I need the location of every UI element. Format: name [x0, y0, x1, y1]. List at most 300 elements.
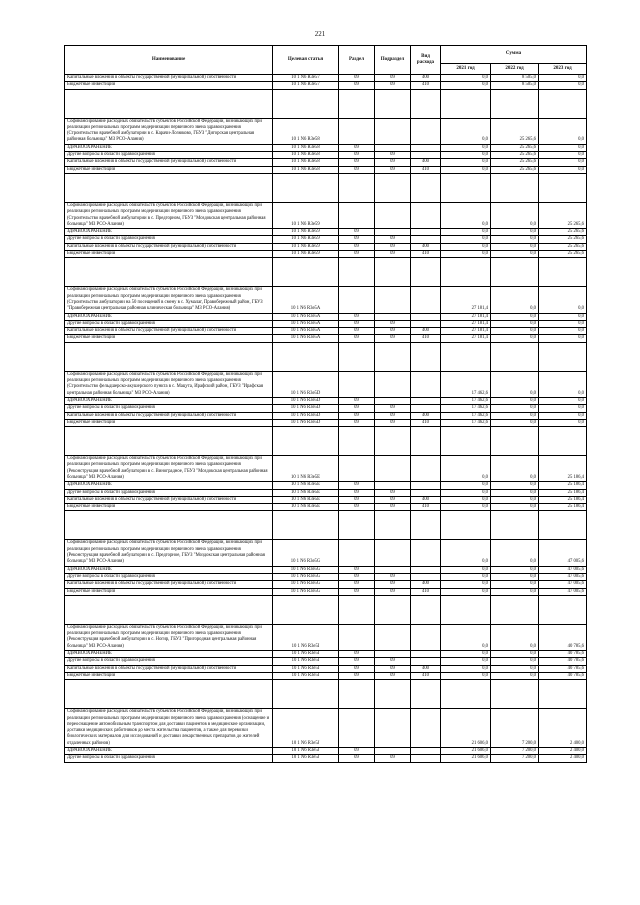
spacer-cell [441, 595, 491, 624]
spacer-cell [441, 680, 491, 709]
cell-sum-2022: 0,0 [491, 504, 539, 511]
cell-expense-type: 410 [411, 419, 441, 426]
cell-sum-2022: 25 265,6 [491, 159, 539, 166]
cell-section: 09 [339, 581, 375, 588]
cell-sum-2022: 0,0 [491, 328, 539, 335]
cell-sum-2021: 27 181,4 [441, 328, 491, 335]
cell-expense-type: 400 [411, 328, 441, 335]
cell-expense-type: 400 [411, 243, 441, 250]
cell-expense-type [411, 229, 441, 236]
cell-sum-2023: 0,0 [539, 335, 587, 342]
cell-sum-2022: 25 265,6 [491, 166, 539, 173]
cell-target: 10 1 N6 R3e59 [273, 243, 339, 250]
cell-section [339, 118, 375, 144]
cell-section: 09 [339, 251, 375, 258]
cell-subsection: 09 [375, 236, 411, 243]
cell-name: ЗДРАВООХРАНЕНИЕ [65, 313, 273, 320]
cell-section: 09 [339, 588, 375, 595]
spacer-cell [273, 427, 339, 456]
table-row [65, 573, 587, 580]
cell-sum-2022: 0,0 [491, 397, 539, 404]
cell-target: 10 1 N6 R3e5G [273, 573, 339, 580]
spacer-cell [273, 680, 339, 709]
spacer-cell [411, 89, 441, 118]
spacer-cell [65, 680, 273, 709]
cell-sum-2021: 17 462,6 [441, 371, 491, 397]
cell-sum-2023: 40 785,6 [539, 658, 587, 665]
cell-name: Софинансирование расходных обязательств субъектов Российской Федерации, возникающих при реализации региональных программ модернизации первичного звена здравоохранения (Реконструкция врачебной амбулатории в с. Ногир, ГБУЗ "Пригородная центральная районная больница" МЗ РСО-Алания) [65, 624, 273, 650]
spacer-cell [491, 595, 539, 624]
spacer-cell [491, 258, 539, 287]
cell-sum-2021: 0,0 [441, 456, 491, 482]
cell-target: 10 1 N6 R3e58 [273, 144, 339, 151]
cell-sum-2023: 2 400,0 [539, 748, 587, 755]
cell-section: 09 [339, 229, 375, 236]
cell-sum-2023: 25 265,6 [539, 202, 587, 228]
cell-subsection: 09 [375, 152, 411, 159]
cell-sum-2021: 27 181,4 [441, 320, 491, 327]
cell-sum-2022: 0,0 [491, 313, 539, 320]
cell-subsection: 09 [375, 504, 411, 511]
cell-name: Другие вопросы в области здравоохранения [65, 573, 273, 580]
table-row [65, 371, 587, 397]
spacer-cell [491, 173, 539, 202]
spacer-row [65, 89, 587, 118]
cell-name: Бюджетные инвестиции [65, 251, 273, 258]
cell-subsection: 09 [375, 320, 411, 327]
spacer-cell [539, 511, 587, 540]
cell-sum-2022: 7 200,0 [491, 755, 539, 762]
cell-sum-2021: 0,0 [441, 82, 491, 89]
table-row [65, 419, 587, 426]
spacer-cell [411, 258, 441, 287]
cell-section [339, 540, 375, 566]
spacer-cell [375, 511, 411, 540]
cell-sum-2021: 0,0 [441, 672, 491, 679]
spacer-cell [375, 342, 411, 371]
cell-sum-2023: 47 005,6 [539, 581, 587, 588]
cell-section: 09 [339, 496, 375, 503]
cell-expense-type [411, 573, 441, 580]
header-subsection: Подраздел [375, 46, 411, 75]
cell-name: Бюджетные инвестиции [65, 82, 273, 89]
cell-sum-2021: 0,0 [441, 166, 491, 173]
spacer-row [65, 427, 587, 456]
cell-name: Капитальные вложения в объекты государственной (муниципальной) собственности [65, 159, 273, 166]
cell-expense-type: 410 [411, 335, 441, 342]
table-row [65, 82, 587, 89]
cell-sum-2022: 0,0 [491, 202, 539, 228]
cell-sum-2021: 0,0 [441, 482, 491, 489]
cell-subsection: 09 [375, 166, 411, 173]
spacer-cell [539, 258, 587, 287]
cell-sum-2022: 0,0 [491, 581, 539, 588]
cell-target: 10 1 N6 R3e5A [273, 320, 339, 327]
cell-sum-2022: 25 265,6 [491, 144, 539, 151]
cell-sum-2023: 25 265,6 [539, 243, 587, 250]
header-target: Целевая статья [273, 46, 339, 75]
spacer-cell [339, 173, 375, 202]
cell-subsection [375, 371, 411, 397]
cell-sum-2023: 25 265,6 [539, 251, 587, 258]
spacer-cell [539, 680, 587, 709]
cell-target: 10 1 N6 R3e58 [273, 166, 339, 173]
spacer-cell [491, 89, 539, 118]
cell-sum-2021: 0,0 [441, 651, 491, 658]
cell-subsection: 09 [375, 573, 411, 580]
table-row [65, 313, 587, 320]
cell-expense-type [411, 405, 441, 412]
cell-expense-type [411, 540, 441, 566]
cell-expense-type [411, 456, 441, 482]
cell-expense-type: 410 [411, 504, 441, 511]
cell-sum-2023: 0,0 [539, 287, 587, 313]
cell-section: 09 [339, 159, 375, 166]
cell-sum-2022: 0,0 [491, 412, 539, 419]
table-row [65, 202, 587, 228]
table-row [65, 335, 587, 342]
spacer-row [65, 173, 587, 202]
cell-target: 10 1 N6 R3e5D [273, 371, 339, 397]
cell-expense-type [411, 658, 441, 665]
cell-sum-2021: 0,0 [441, 489, 491, 496]
table-row [65, 456, 587, 482]
cell-expense-type: 400 [411, 412, 441, 419]
cell-target: 10 1 N6 R3e5A [273, 335, 339, 342]
table-row [65, 540, 587, 566]
cell-sum-2021: 0,0 [441, 236, 491, 243]
cell-section [339, 624, 375, 650]
cell-section: 09 [339, 405, 375, 412]
spacer-cell [339, 89, 375, 118]
cell-section [339, 287, 375, 313]
cell-sum-2022: 0,0 [491, 672, 539, 679]
cell-name: Бюджетные инвестиции [65, 335, 273, 342]
cell-section: 09 [339, 748, 375, 755]
cell-sum-2023: 0,0 [539, 75, 587, 82]
cell-sum-2022: 0,0 [491, 419, 539, 426]
cell-sum-2023: 40 785,6 [539, 665, 587, 672]
cell-expense-type [411, 202, 441, 228]
cell-target: 10 1 N6 R3e5E [273, 504, 339, 511]
cell-name: Бюджетные инвестиции [65, 166, 273, 173]
cell-name: Капитальные вложения в объекты государственной (муниципальной) собственности [65, 75, 273, 82]
table-row [65, 588, 587, 595]
cell-section: 09 [339, 166, 375, 173]
cell-subsection: 09 [375, 581, 411, 588]
cell-sum-2023: 0,0 [539, 397, 587, 404]
cell-name: Бюджетные инвестиции [65, 504, 273, 511]
header-section: Раздел [339, 46, 375, 75]
spacer-cell [375, 258, 411, 287]
table-row [65, 75, 587, 82]
spacer-cell [273, 173, 339, 202]
cell-sum-2023: 0,0 [539, 371, 587, 397]
spacer-cell [65, 173, 273, 202]
spacer-cell [375, 427, 411, 456]
cell-sum-2022: 0,0 [491, 658, 539, 665]
cell-name: Софинансирование расходных обязательств субъектов Российской Федерации, возникающих при реализации региональных программ модернизации первичного звена здравоохранения (Строительство врачебной амбулатории в с. Карачи-Лозюково, ГБУЗ "Дигорская центральная районная больница" МЗ РСО-Алания) [65, 118, 273, 144]
cell-sum-2021: 0,0 [441, 496, 491, 503]
cell-section: 09 [339, 313, 375, 320]
cell-subsection: 09 [375, 658, 411, 665]
cell-target: 10 1 N6 R3e5E [273, 489, 339, 496]
spacer-cell [491, 511, 539, 540]
table-row [65, 748, 587, 755]
cell-section: 09 [339, 419, 375, 426]
cell-sum-2022: 25 265,6 [491, 152, 539, 159]
table-row [65, 709, 587, 748]
cell-subsection: 09 [375, 755, 411, 762]
cell-sum-2023: 25 186,4 [539, 482, 587, 489]
cell-name: Софинансирование расходных обязательств субъектов Российской Федерации, возникающих при реализации региональных программ модернизации первичного звена здравоохранения (Строительство амбулатории на 50 посещений в смену в с. Хумалаг, Правобережный район, ГБУЗ "Правобережная центральная районная клиническая больница" МЗ РСО-Алания) [65, 287, 273, 313]
spacer-cell [411, 680, 441, 709]
cell-sum-2022: 0,0 [491, 588, 539, 595]
cell-subsection [375, 651, 411, 658]
cell-subsection: 09 [375, 75, 411, 82]
cell-sum-2023: 0,0 [539, 328, 587, 335]
cell-target: 10 1 N6 R3e5D [273, 405, 339, 412]
cell-name: Софинансирование расходных обязательств субъектов Российской Федерации, возникающих при реализации региональных программ модернизации первичного звена здравоохранения (Строительство врачебной амбулатории в с. Предгорном, ГБУЗ "Моздокская центральная районная больница" МЗ РСО-Алания) [65, 202, 273, 228]
cell-name: Другие вопросы в области здравоохранения [65, 236, 273, 243]
cell-sum-2022: 8 505,0 [491, 75, 539, 82]
cell-sum-2021: 0,0 [441, 202, 491, 228]
cell-target: 10 1 N6 R3e5I [273, 658, 339, 665]
cell-sum-2023: 40 785,6 [539, 672, 587, 679]
cell-section: 09 [339, 482, 375, 489]
cell-subsection [375, 709, 411, 748]
cell-sum-2023: 47 005,6 [539, 588, 587, 595]
cell-sum-2023: 0,0 [539, 412, 587, 419]
cell-sum-2023: 0,0 [539, 419, 587, 426]
spacer-cell [441, 427, 491, 456]
cell-sum-2023: 0,0 [539, 405, 587, 412]
spacer-cell [339, 258, 375, 287]
cell-sum-2021: 0,0 [441, 118, 491, 144]
cell-subsection [375, 313, 411, 320]
cell-target: 10 1 N6 R3e5G [273, 540, 339, 566]
cell-sum-2023: 2 400,0 [539, 709, 587, 748]
cell-target: 10 1 N6 R3e58 [273, 118, 339, 144]
spacer-cell [339, 680, 375, 709]
spacer-cell [273, 511, 339, 540]
cell-section: 09 [339, 658, 375, 665]
cell-name: Другие вопросы в области здравоохранения [65, 405, 273, 412]
table-row [65, 236, 587, 243]
table-row [65, 166, 587, 173]
spacer-cell [339, 595, 375, 624]
table-row [65, 504, 587, 511]
table-row [65, 566, 587, 573]
cell-target: 10 1 N6 R3e5I [273, 665, 339, 672]
cell-name: Софинансирование расходных обязательств субъектов Российской Федерации, возникающих при реализации региональных программ модернизации первичного звена здравоохранения (Реконструкция врачебной амбулатории в с. Виноградное, ГБУЗ "Моздокская центральная районная больница" МЗ РСО-Алания) [65, 456, 273, 482]
cell-sum-2023: 25 186,4 [539, 489, 587, 496]
cell-expense-type [411, 313, 441, 320]
table-row [65, 397, 587, 404]
cell-expense-type [411, 489, 441, 496]
cell-sum-2023: 47 005,6 [539, 566, 587, 573]
cell-sum-2023: 0,0 [539, 159, 587, 166]
spacer-cell [539, 595, 587, 624]
cell-expense-type [411, 624, 441, 650]
cell-expense-type: 410 [411, 672, 441, 679]
cell-sum-2023: 0,0 [539, 118, 587, 144]
spacer-row [65, 680, 587, 709]
cell-subsection [375, 287, 411, 313]
cell-name: Софинансирование расходных обязательств субъектов Российской Федерации, возникающих при реализации региональных программ модернизации первичного звена здравоохранения (Строительство фельдшерско-акушерского пункта в с. Мацута, Ирафский район, ГБУЗ "Ирафская центральная районная больница" МЗ РСО-Алания) [65, 371, 273, 397]
cell-expense-type [411, 651, 441, 658]
spacer-row [65, 258, 587, 287]
cell-section: 09 [339, 566, 375, 573]
cell-section: 09 [339, 82, 375, 89]
cell-subsection: 09 [375, 672, 411, 679]
cell-target: 10 1 N6 R3e5D [273, 419, 339, 426]
cell-target: 10 1 N6 R3e5A [273, 287, 339, 313]
cell-section: 09 [339, 144, 375, 151]
cell-sum-2021: 0,0 [441, 588, 491, 595]
cell-name: Софинансирование расходных обязательств субъектов Российской Федерации, возникающих при реализации региональных программ модернизации первичного звена здравоохранения (оснащение и переоснащение автомобильным транспортом для доставки пациентов в медицинские организации, доставки медицинских работников до места жительства пациентов, а также для перевозки биологических материалов для исследований и доставки лекарственных препаратов до жителей отдаленных районов) [65, 709, 273, 748]
spacer-row [65, 342, 587, 371]
cell-subsection [375, 397, 411, 404]
cell-sum-2021: 17 462,6 [441, 419, 491, 426]
cell-target: 10 1 N6 R3e5E [273, 456, 339, 482]
cell-sum-2021: 0,0 [441, 658, 491, 665]
spacer-cell [65, 258, 273, 287]
table-row [65, 755, 587, 762]
cell-target: 10 1 N6 R3e59 [273, 229, 339, 236]
spacer-cell [491, 427, 539, 456]
cell-name: Другие вопросы в области здравоохранения [65, 152, 273, 159]
table-row [65, 482, 587, 489]
cell-sum-2022: 8 505,0 [491, 82, 539, 89]
cell-expense-type [411, 320, 441, 327]
cell-name: Софинансирование расходных обязательств субъектов Российской Федерации, возникающих при реализации региональных программ модернизации первичного звена здравоохранения (Реконструкция врачебной амбулатории в с. Предгорное, ГБУЗ "Моздокская центральная районная больница" МЗ РСО-Алания) [65, 540, 273, 566]
cell-section: 09 [339, 152, 375, 159]
cell-sum-2022: 0,0 [491, 287, 539, 313]
cell-sum-2022: 7 200,0 [491, 748, 539, 755]
header-year-2021: 2021 год [441, 64, 491, 75]
cell-subsection: 09 [375, 489, 411, 496]
cell-sum-2021: 0,0 [441, 504, 491, 511]
spacer-cell [273, 342, 339, 371]
cell-name: Капитальные вложения в объекты государственной (муниципальной) собственности [65, 496, 273, 503]
table-row [65, 624, 587, 650]
cell-target: 10 1 N6 R3e5E [273, 482, 339, 489]
cell-subsection: 09 [375, 335, 411, 342]
cell-section [339, 456, 375, 482]
spacer-cell [375, 680, 411, 709]
cell-sum-2021: 0,0 [441, 152, 491, 159]
cell-sum-2022: 0,0 [491, 489, 539, 496]
cell-target: 10 1 N6 R3e58 [273, 152, 339, 159]
table-row [65, 320, 587, 327]
spacer-cell [491, 680, 539, 709]
spacer-cell [411, 427, 441, 456]
page-number: 221 [314, 30, 326, 38]
cell-expense-type: 400 [411, 75, 441, 82]
spacer-cell [441, 511, 491, 540]
spacer-row [65, 595, 587, 624]
cell-sum-2023: 0,0 [539, 166, 587, 173]
cell-name: ЗДРАВООХРАНЕНИЕ [65, 482, 273, 489]
spacer-cell [339, 511, 375, 540]
cell-sum-2021: 21 606,0 [441, 755, 491, 762]
cell-subsection [375, 540, 411, 566]
cell-target: 10 1 N6 R3e5D [273, 397, 339, 404]
cell-section: 09 [339, 75, 375, 82]
cell-sum-2023: 0,0 [539, 320, 587, 327]
cell-sum-2023: 40 785,6 [539, 651, 587, 658]
cell-section: 09 [339, 412, 375, 419]
cell-subsection: 09 [375, 243, 411, 250]
cell-sum-2023: 25 186,4 [539, 496, 587, 503]
cell-section [339, 202, 375, 228]
cell-section: 09 [339, 665, 375, 672]
cell-sum-2022: 0,0 [491, 566, 539, 573]
cell-name: Капитальные вложения в объекты государственной (муниципальной) собственности [65, 328, 273, 335]
cell-subsection: 09 [375, 665, 411, 672]
table-row [65, 159, 587, 166]
cell-name: ЗДРАВООХРАНЕНИЕ [65, 144, 273, 151]
cell-sum-2021: 0,0 [441, 251, 491, 258]
cell-section: 09 [339, 755, 375, 762]
cell-sum-2023: 47 005,6 [539, 540, 587, 566]
cell-expense-type: 410 [411, 251, 441, 258]
cell-section: 09 [339, 236, 375, 243]
spacer-cell [375, 595, 411, 624]
table-row [65, 658, 587, 665]
cell-target: 10 1 N6 R3e5A [273, 328, 339, 335]
cell-subsection [375, 748, 411, 755]
spacer-cell [491, 342, 539, 371]
cell-sum-2022: 0,0 [491, 651, 539, 658]
cell-expense-type [411, 118, 441, 144]
cell-section: 09 [339, 397, 375, 404]
cell-target: 10 1 N6 R3e5D [273, 412, 339, 419]
cell-expense-type [411, 566, 441, 573]
cell-sum-2021: 0,0 [441, 243, 491, 250]
cell-sum-2023: 40 785,6 [539, 624, 587, 650]
cell-sum-2022: 0,0 [491, 236, 539, 243]
table-row [65, 489, 587, 496]
table-row [65, 651, 587, 658]
cell-target: 10 1 N6 R3e59 [273, 251, 339, 258]
cell-target: 10 1 N6 R3e5G [273, 581, 339, 588]
table-row [65, 229, 587, 236]
cell-name: ЗДРАВООХРАНЕНИЕ [65, 651, 273, 658]
spacer-cell [539, 427, 587, 456]
cell-name: Бюджетные инвестиции [65, 588, 273, 595]
cell-subsection [375, 118, 411, 144]
cell-expense-type [411, 236, 441, 243]
spacer-cell [411, 342, 441, 371]
cell-section: 09 [339, 672, 375, 679]
cell-target: 10 1 N6 R3e5I [273, 651, 339, 658]
header-sum: Сумма [441, 46, 587, 64]
table-row [65, 672, 587, 679]
cell-sum-2021: 0,0 [441, 144, 491, 151]
cell-target: 10 1 N6 R3e5J [273, 709, 339, 748]
cell-section: 09 [339, 651, 375, 658]
cell-expense-type [411, 144, 441, 151]
table-row [65, 144, 587, 151]
cell-sum-2021: 17 462,6 [441, 412, 491, 419]
spacer-cell [539, 89, 587, 118]
spacer-cell [65, 427, 273, 456]
cell-name: ЗДРАВООХРАНЕНИЕ [65, 397, 273, 404]
cell-target: 10 1 N6 R3e59 [273, 202, 339, 228]
cell-expense-type: 410 [411, 166, 441, 173]
